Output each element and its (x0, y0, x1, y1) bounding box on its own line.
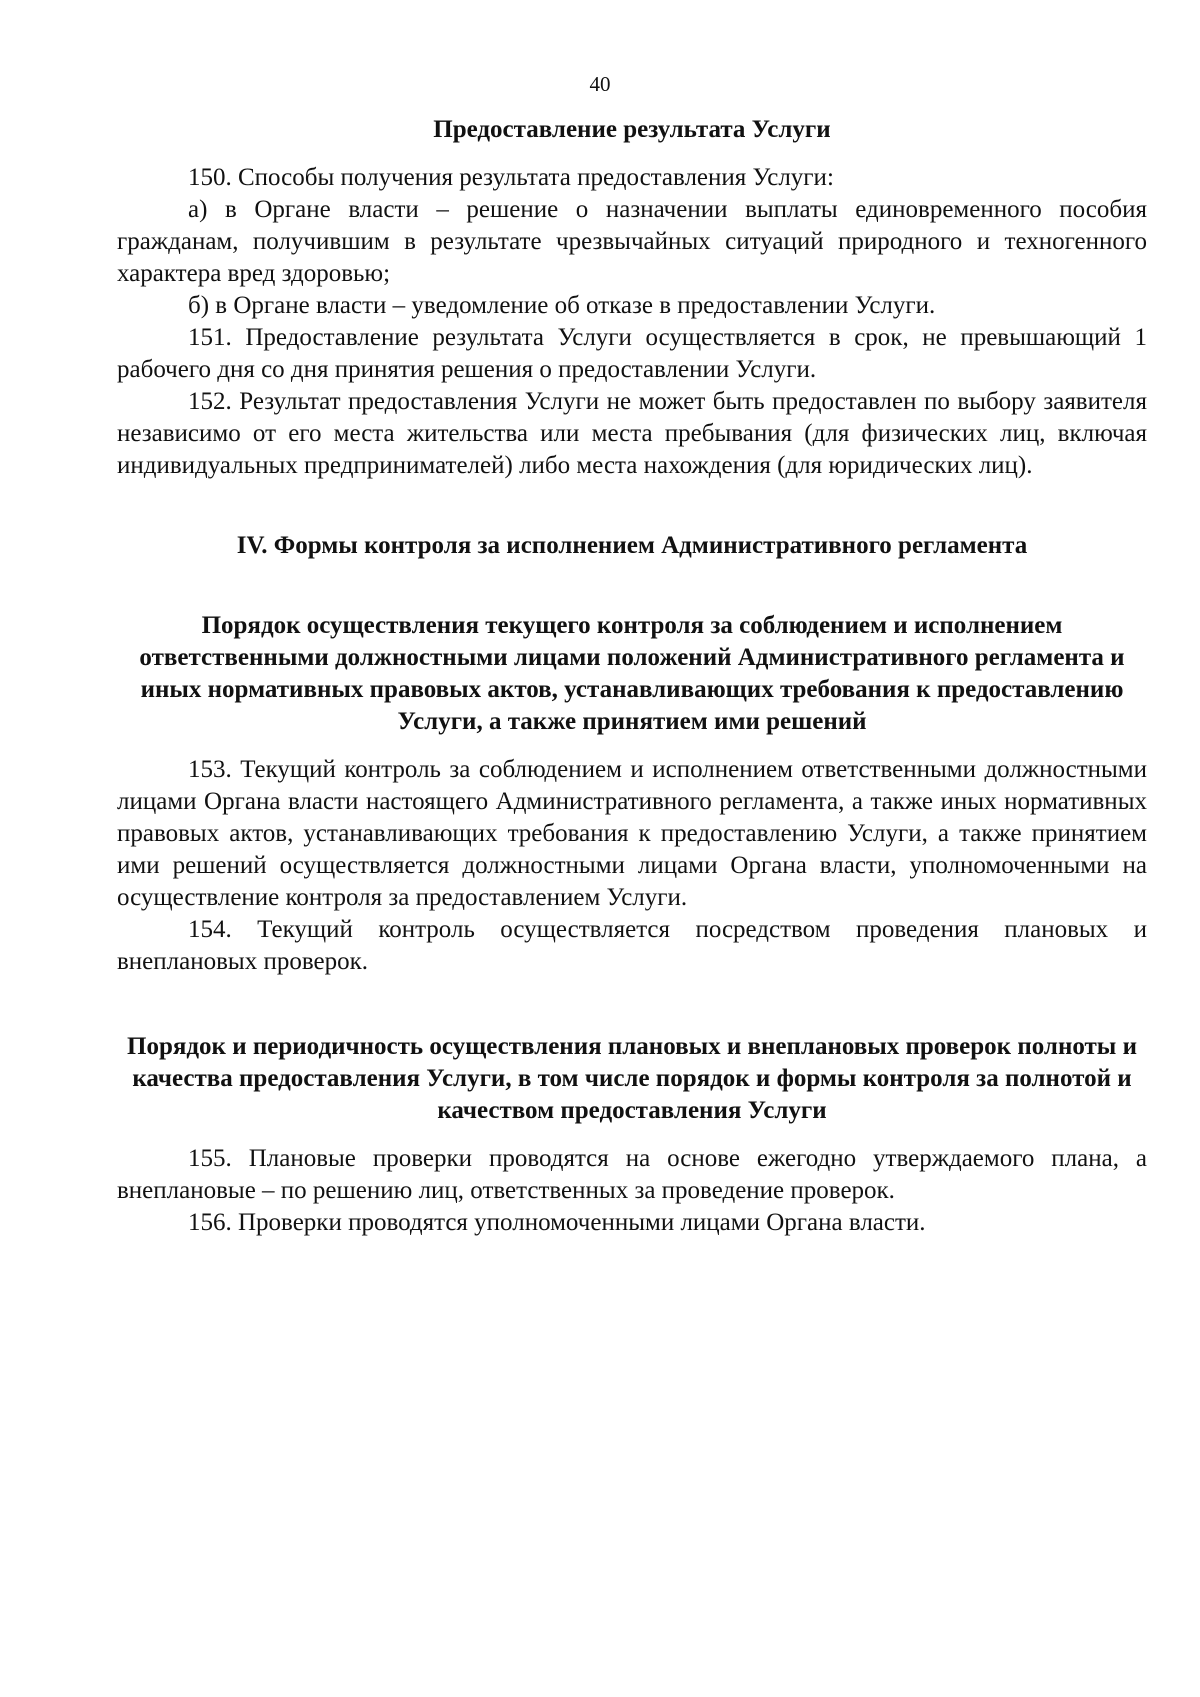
paragraph-154: 154. Текущий контроль осуществляется посредством проведения плановых и внеплановых проверок. (117, 916, 1147, 975)
chapter-heading-iv: IV. Формы контроля за исполнением Административного регламента (236, 532, 1028, 559)
paragraph-151: 151. Предоставление результата Услуги осуществляется в срок, не превышающий 1 рабочего дня со дня принятия решения о предоставлении Услуги. (117, 324, 1147, 383)
paragraph-150: 150. Способы получения результата предоставления Услуги: (188, 164, 834, 191)
section-heading-current-control: Порядок осуществления текущего контроля за соблюдением и исполнением ответственными должностными лицами положений Административного регламента и иных нормативных правовых актов, устанавливающих требования к предоставлению Услуги, а также принятием ими решений (139, 612, 1125, 735)
paragraph-150-b: б) в Органе власти – уведомление об отказе в предоставлении Услуги. (188, 292, 936, 319)
paragraph-152: 152. Результат предоставления Услуги не может быть предоставлен по выбору заявителя независимо от его места жительства или места пребывания (для физических лиц, включая индивидуальных предпринимателей) либо места нахождения (для юридических лиц). (117, 388, 1147, 479)
paragraph-155: 155. Плановые проверки проводятся на основе ежегодно утверждаемого плана, а внеплановые – по решению лиц, ответственных за проведение проверок. (117, 1145, 1147, 1204)
section-heading-result: Предоставление результата Услуги (433, 116, 831, 143)
page-number: 40 (589, 72, 611, 96)
section-heading-inspections: Порядок и периодичность осуществления плановых и внеплановых проверок полноты и качества предоставления Услуги, в том числе порядок и формы контроля за полнотой и качеством предоставления Услуги (127, 1033, 1137, 1124)
paragraph-156: 156. Проверки проводятся уполномоченными лицами Органа власти. (188, 1209, 926, 1236)
document-body (117, 114, 1147, 1239)
paragraph-153: 153. Текущий контроль за соблюдением и исполнением ответственными должностными лицами Органа власти настоящего Административного регламента, а также иных нормативных правовых актов, устанавливающих требования к предоставлению Услуги, а также принятием ими решений осуществляется должностными лицами Органа власти, уполномоченными на осуществление контроля за предоставлением Услуги. (117, 756, 1147, 911)
paragraph-150-a: а) в Органе власти – решение о назначении выплаты единовременного пособия гражданам, получившим в результате чрезвычайных ситуаций природного и техногенного характера вред здоровью; (117, 196, 1147, 287)
